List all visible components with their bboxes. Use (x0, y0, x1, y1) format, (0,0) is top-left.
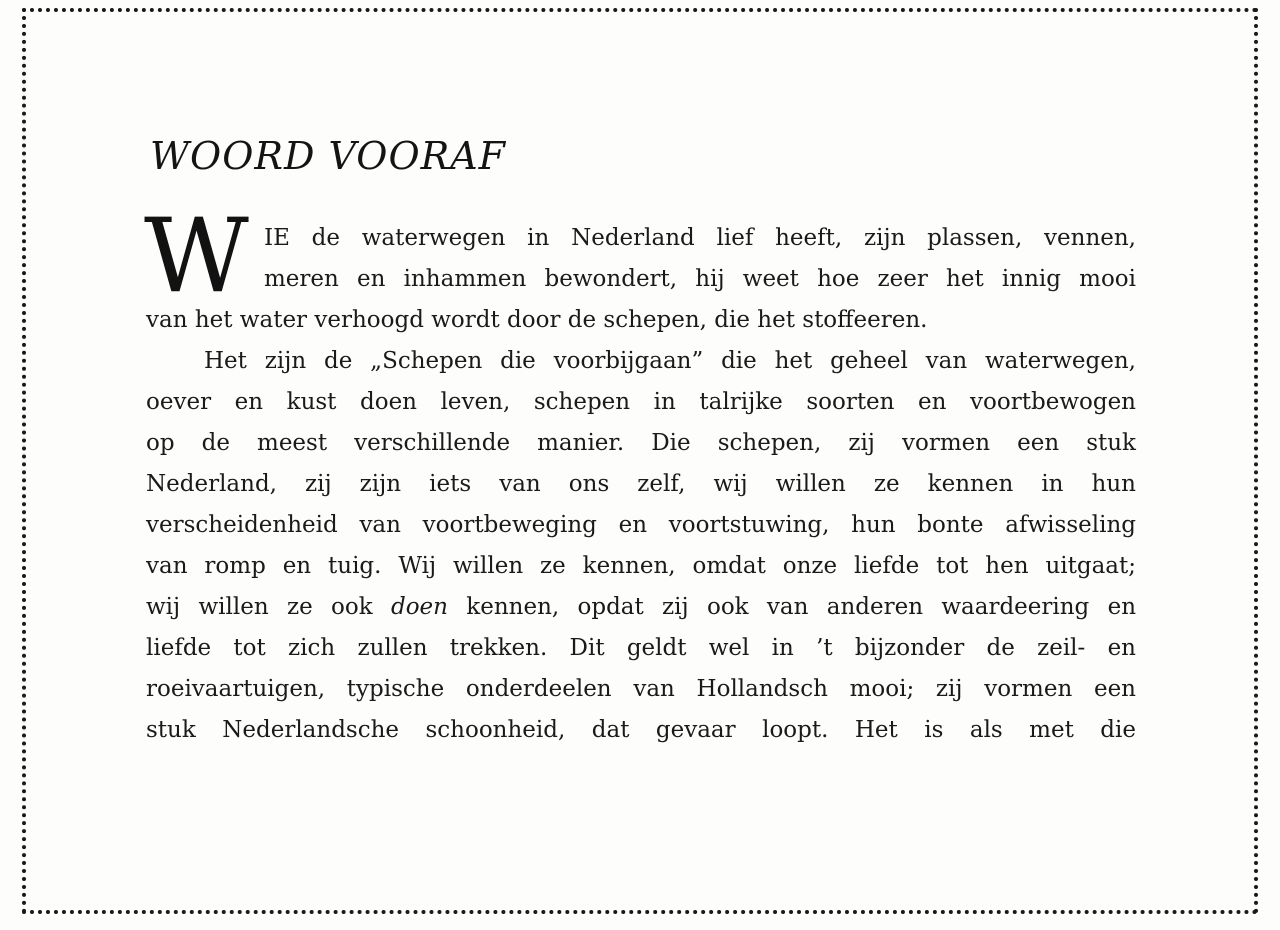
text-line (146, 587, 1136, 628)
text-line: meren en inhammen bewondert, hij weet hoe zeer het innig mooi (264, 266, 1136, 292)
text-line: van het water verhoogd wordt door de schepen, die het stoffeeren. (146, 307, 928, 333)
text-line: IE de waterwegen in Nederland lief heeft, zijn plassen, vennen, (264, 225, 1136, 251)
emphasis-text: doen (390, 594, 448, 620)
text-fragment: wij willen ze ook (146, 594, 373, 620)
text-line: liefde tot zich zullen trekken. Dit geldt wel in ’t bijzonder de zeil- en (146, 635, 1136, 661)
text-line: Nederland, zij zijn iets van ons zelf, wij willen ze kennen in hun (146, 471, 1136, 497)
text-line: Het zijn de „Schepen die voorbijgaan” die het geheel van waterwegen, (204, 348, 1136, 374)
text-line: verscheidenheid van voortbeweging en voortstuwing, hun bonte afwisseling (146, 512, 1136, 538)
text-line: op de meest verschillende manier. Die schepen, zij vormen een stuk (146, 430, 1136, 456)
body-text (146, 218, 1136, 751)
drop-cap: W (144, 197, 249, 316)
text-line: van romp en tuig. Wij willen ze kennen, omdat onze liefde tot hen uitgaat; (146, 553, 1136, 579)
text-line: oever en kust doen leven, schepen in talrijke soorten en voortbewogen (146, 389, 1136, 415)
text-fragment: kennen, opdat zij ook van anderen waardeering en (466, 594, 1137, 620)
text-line: stuk Nederlandsche schoonheid, dat gevaar loopt. Het is als met die (146, 717, 1136, 743)
text-line: roeivaartuigen, typische onderdeelen van Hollandsch mooi; zij vormen een (146, 676, 1136, 702)
page-title: WOORD VOORAF (150, 134, 507, 178)
